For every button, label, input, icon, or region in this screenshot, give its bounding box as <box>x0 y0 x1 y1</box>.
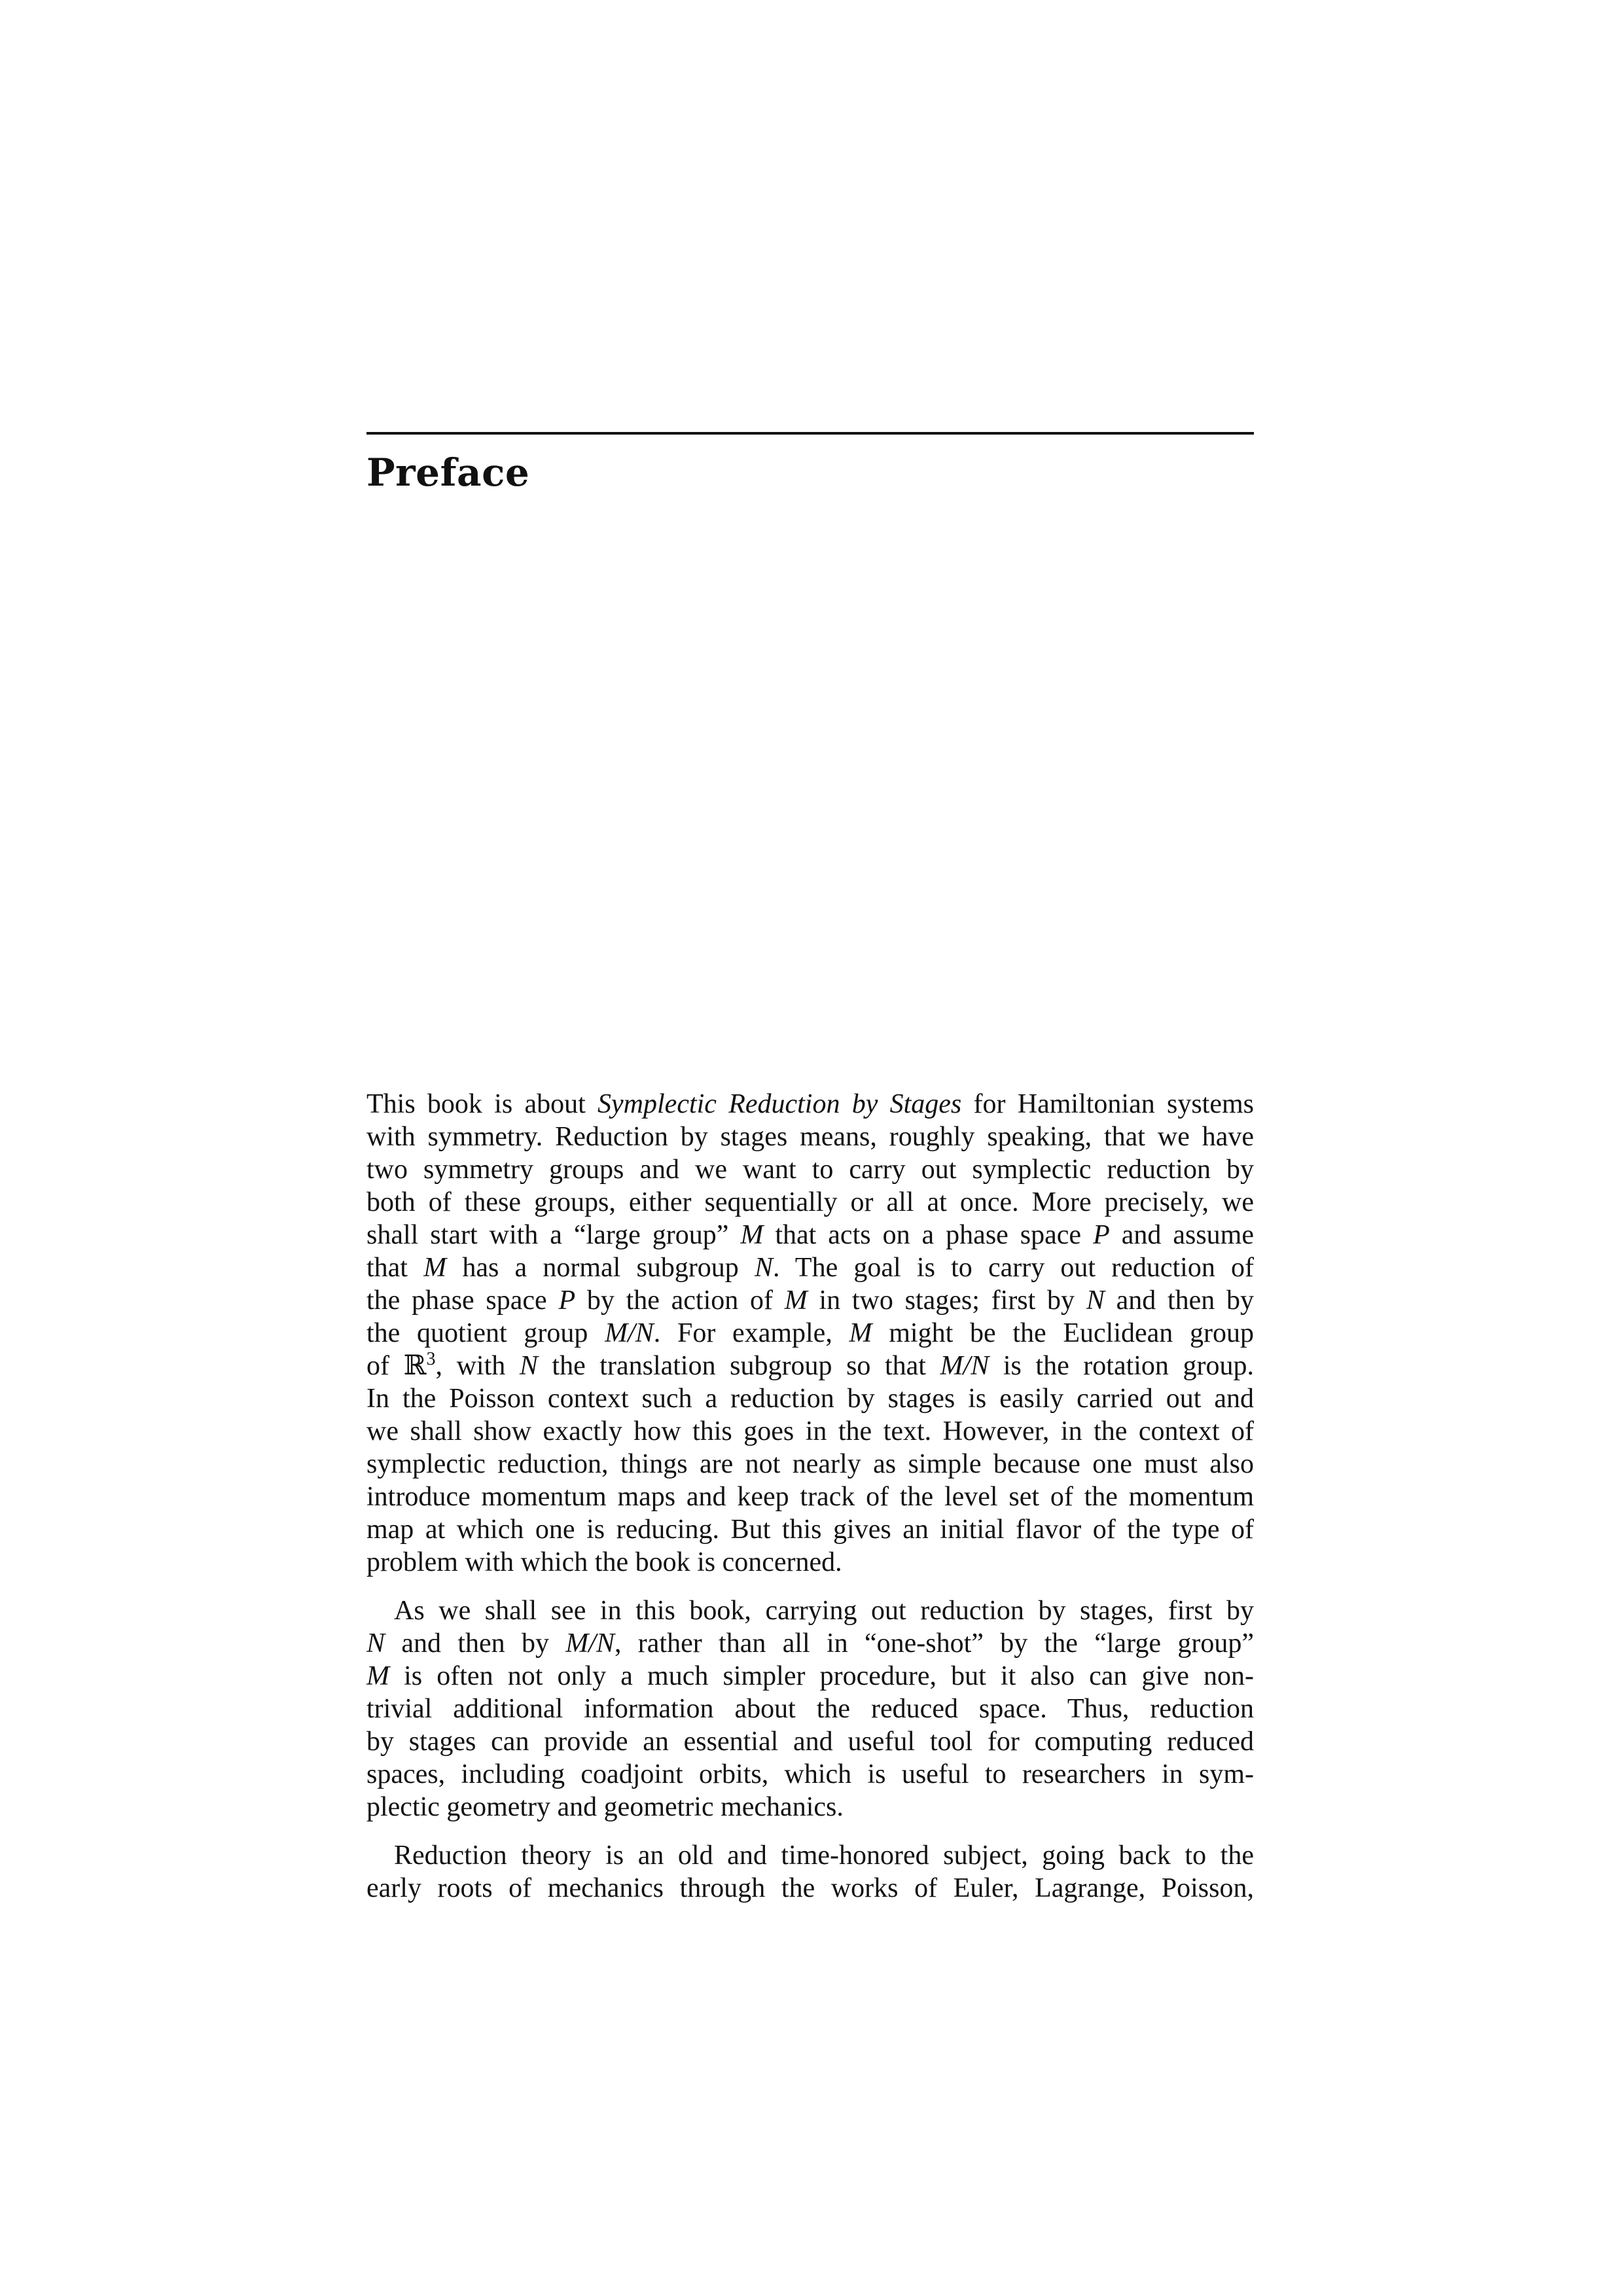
italic-text: M/N <box>565 1628 615 1659</box>
text-line: N and then by M/N, rather than all in “one-shot” by the “large group” <box>366 1628 1255 1659</box>
italic-text: P <box>1093 1220 1110 1250</box>
italic-text: M/N <box>605 1318 654 1348</box>
text-line: both of these groups, either sequentially or all at once. More precisely, we <box>366 1187 1254 1217</box>
preface-body <box>366 1088 1254 1920</box>
text-line: the phase space P by the action of M in two stages; first by N and then by <box>366 1285 1255 1316</box>
text-line: that M has a normal subgroup N. The goal is to carry out reduction of <box>366 1253 1254 1283</box>
text-line: This book is about Symplectic Reduction by Stages for Hamiltonian systems <box>366 1089 1254 1119</box>
italic-text: N <box>1086 1285 1105 1316</box>
text-line: by stages can provide an essential and useful tool for computing reduced <box>366 1727 1254 1757</box>
text-line: M is often not only a much simpler procedure, but it also can give non- <box>366 1661 1254 1691</box>
italic-text: M <box>784 1285 808 1316</box>
text-line: symplectic reduction, things are not nearly as simple because one must also <box>366 1449 1254 1479</box>
italic-text: M <box>740 1220 764 1250</box>
text-line: map at which one is reducing. But this gives an initial flavor of the type of <box>366 1515 1254 1545</box>
text-line: two symmetry groups and we want to carry out symplectic reduction by <box>366 1155 1254 1185</box>
paragraph-3 <box>366 1839 1254 1905</box>
text-line: problem with which the book is concerned. <box>366 1547 842 1577</box>
text-line: plectic geometry and geometric mechanics. <box>366 1792 844 1822</box>
superscript: 3 <box>426 1349 436 1369</box>
text-line: trivial additional information about the reduced space. Thus, reduction <box>366 1694 1254 1724</box>
italic-text: Symplectic Reduction by Stages <box>597 1089 962 1119</box>
text-line: introduce momentum maps and keep track of the level set of the momentum <box>366 1482 1254 1512</box>
text-line: early roots of mechanics through the works of Euler, Lagrange, Poisson, <box>366 1873 1254 1903</box>
text-line: with symmetry. Reduction by stages means, roughly speaking, that we have <box>366 1122 1254 1152</box>
paragraph-1 <box>366 1088 1254 1579</box>
text-line: In the Poisson context such a reduction by stages is easily carried out and <box>366 1384 1254 1414</box>
text-line: Reduction theory is an old and time-honored subject, going back to the <box>394 1840 1254 1871</box>
italic-text: P <box>558 1285 576 1316</box>
text-line: spaces, including coadjoint orbits, which is useful to researchers in sym- <box>366 1759 1254 1789</box>
italic-text: M <box>366 1661 389 1691</box>
text-line: the quotient group M/N. For example, M might be the Euclidean group <box>366 1318 1254 1348</box>
italic-text: M <box>849 1318 872 1348</box>
chapter-title: Preface <box>366 450 530 495</box>
italic-text: M/N <box>940 1351 990 1381</box>
italic-text: N <box>366 1628 385 1659</box>
italic-text: N <box>755 1253 774 1283</box>
italic-text: N <box>519 1351 538 1381</box>
text-line: shall start with a “large group” M that acts on a phase space P and assume <box>366 1220 1254 1250</box>
text-line: of ℝ$^3$, with N the translation subgroup so that M/N is the rotation group. <box>366 1349 1254 1381</box>
text-line: we shall show exactly how this goes in the text. However, in the context of <box>366 1416 1254 1446</box>
italic-text: M <box>423 1253 447 1283</box>
paragraph-2 <box>366 1594 1254 1823</box>
text-line: As we shall see in this book, carrying out reduction by stages, first by <box>394 1596 1254 1626</box>
chapter-heading-rule <box>366 432 1254 435</box>
